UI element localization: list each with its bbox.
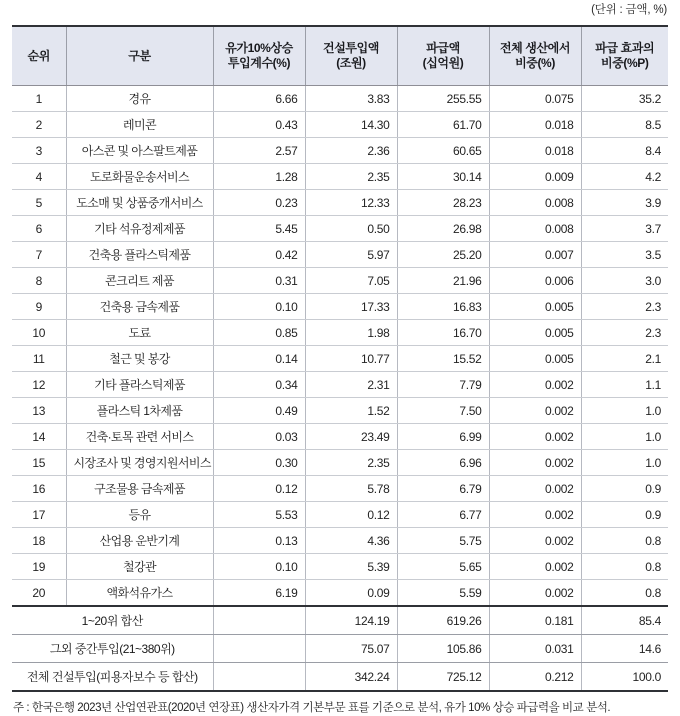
cell-weight: 3.7 <box>581 216 668 242</box>
cell-category: 도료 <box>66 320 213 346</box>
cell-rank: 3 <box>12 138 66 164</box>
cell-invest: 7.05 <box>305 268 397 294</box>
cell-coef: 0.13 <box>213 528 305 554</box>
table-body <box>12 86 668 692</box>
cell-weight: 35.2 <box>581 86 668 112</box>
summary-cell-coef <box>213 606 305 635</box>
table-row <box>12 476 668 502</box>
cell-share: 0.075 <box>489 86 581 112</box>
table-row <box>12 554 668 580</box>
cell-ripple: 7.50 <box>397 398 489 424</box>
cell-invest: 5.78 <box>305 476 397 502</box>
cell-ripple: 21.96 <box>397 268 489 294</box>
col-header-category-line1: 구분 <box>128 48 151 63</box>
cell-share: 0.005 <box>489 346 581 372</box>
cell-category: 건축·토목 관련 서비스 <box>66 424 213 450</box>
cell-coef: 0.30 <box>213 450 305 476</box>
cell-weight: 4.2 <box>581 164 668 190</box>
cell-coef: 0.49 <box>213 398 305 424</box>
cell-rank: 4 <box>12 164 66 190</box>
cell-category: 레미콘 <box>66 112 213 138</box>
cell-rank: 6 <box>12 216 66 242</box>
col-header-ripple-amount-line1: 파급액 <box>426 41 460 55</box>
cell-rank: 18 <box>12 528 66 554</box>
cell-coef: 0.14 <box>213 346 305 372</box>
table-row <box>12 164 668 190</box>
cell-rank: 20 <box>12 580 66 607</box>
cell-rank: 10 <box>12 320 66 346</box>
cell-ripple: 26.98 <box>397 216 489 242</box>
cell-share: 0.018 <box>489 112 581 138</box>
cell-share: 0.008 <box>489 190 581 216</box>
cell-coef: 0.85 <box>213 320 305 346</box>
cell-share: 0.007 <box>489 242 581 268</box>
cell-category: 구조물용 금속제품 <box>66 476 213 502</box>
cell-coef: 0.03 <box>213 424 305 450</box>
cell-rank: 16 <box>12 476 66 502</box>
cell-weight: 2.3 <box>581 294 668 320</box>
cell-coef: 0.31 <box>213 268 305 294</box>
unit-note: (단위 : 금액, %) <box>591 4 667 16</box>
cell-weight: 3.5 <box>581 242 668 268</box>
cell-invest: 2.31 <box>305 372 397 398</box>
col-header-ripple-weight <box>581 26 668 86</box>
cell-rank: 13 <box>12 398 66 424</box>
cell-ripple: 6.99 <box>397 424 489 450</box>
cell-share: 0.002 <box>489 450 581 476</box>
cell-rank: 8 <box>12 268 66 294</box>
cell-share: 0.009 <box>489 164 581 190</box>
cell-share: 0.002 <box>489 424 581 450</box>
table-row <box>12 424 668 450</box>
cell-ripple: 16.83 <box>397 294 489 320</box>
cell-invest: 23.49 <box>305 424 397 450</box>
col-header-coefficient-line2: 투입계수(%) <box>227 56 291 70</box>
cell-coef: 5.53 <box>213 502 305 528</box>
ripple-effect-table <box>12 25 668 692</box>
col-header-ripple-weight-line1: 파급 효과의 <box>595 41 655 55</box>
cell-weight: 3.9 <box>581 190 668 216</box>
cell-coef: 6.19 <box>213 580 305 607</box>
cell-share: 0.002 <box>489 554 581 580</box>
col-header-construction-input <box>305 26 397 86</box>
table-header <box>12 26 668 86</box>
cell-category: 철강관 <box>66 554 213 580</box>
cell-share: 0.002 <box>489 580 581 607</box>
cell-rank: 11 <box>12 346 66 372</box>
cell-weight: 1.0 <box>581 424 668 450</box>
summary-label: 전체 건설투입(피용자보수 등 합산) <box>12 663 213 692</box>
cell-share: 0.002 <box>489 502 581 528</box>
cell-share: 0.002 <box>489 398 581 424</box>
col-header-rank-line1: 순위 <box>27 48 50 63</box>
cell-invest: 4.36 <box>305 528 397 554</box>
table-row <box>12 268 668 294</box>
cell-rank: 14 <box>12 424 66 450</box>
cell-category: 도소매 및 상품중개서비스 <box>66 190 213 216</box>
cell-share: 0.005 <box>489 320 581 346</box>
cell-weight: 0.9 <box>581 502 668 528</box>
cell-category: 아스콘 및 아스팔트제품 <box>66 138 213 164</box>
cell-category: 철근 및 봉강 <box>66 346 213 372</box>
cell-category: 기타 석유정제제품 <box>66 216 213 242</box>
table-row <box>12 580 668 607</box>
cell-ripple: 61.70 <box>397 112 489 138</box>
table-row <box>12 320 668 346</box>
cell-category: 산업용 운반기계 <box>66 528 213 554</box>
col-header-ripple-amount <box>397 26 489 86</box>
header-row <box>12 26 668 86</box>
summary-label: 1~20위 합산 <box>12 606 213 635</box>
cell-coef: 5.45 <box>213 216 305 242</box>
cell-weight: 1.0 <box>581 398 668 424</box>
summary-label: 그외 중간투입(21~380위) <box>12 635 213 663</box>
cell-coef: 6.66 <box>213 86 305 112</box>
table-row <box>12 372 668 398</box>
cell-ripple: 7.79 <box>397 372 489 398</box>
table-row <box>12 502 668 528</box>
cell-invest: 0.12 <box>305 502 397 528</box>
cell-coef: 0.12 <box>213 476 305 502</box>
cell-rank: 2 <box>12 112 66 138</box>
cell-weight: 0.9 <box>581 476 668 502</box>
cell-rank: 15 <box>12 450 66 476</box>
cell-coef: 1.28 <box>213 164 305 190</box>
cell-coef: 0.43 <box>213 112 305 138</box>
cell-rank: 1 <box>12 86 66 112</box>
col-header-ripple-weight-line2: 비중(%P) <box>601 56 649 70</box>
cell-invest: 2.36 <box>305 138 397 164</box>
cell-weight: 0.8 <box>581 528 668 554</box>
cell-invest: 12.33 <box>305 190 397 216</box>
summary-cell-invest: 342.24 <box>305 663 397 692</box>
summary-cell-weight: 85.4 <box>581 606 668 635</box>
cell-invest: 5.97 <box>305 242 397 268</box>
cell-share: 0.018 <box>489 138 581 164</box>
cell-invest: 10.77 <box>305 346 397 372</box>
summary-cell-ripple: 105.86 <box>397 635 489 663</box>
table-row <box>12 528 668 554</box>
cell-category: 액화석유가스 <box>66 580 213 607</box>
cell-weight: 3.0 <box>581 268 668 294</box>
summary-cell-share: 0.212 <box>489 663 581 692</box>
cell-weight: 1.0 <box>581 450 668 476</box>
cell-ripple: 30.14 <box>397 164 489 190</box>
cell-category: 시장조사 및 경영지원서비스 <box>66 450 213 476</box>
cell-invest: 2.35 <box>305 450 397 476</box>
col-header-coefficient <box>213 26 305 86</box>
summary-cell-weight: 100.0 <box>581 663 668 692</box>
cell-rank: 19 <box>12 554 66 580</box>
cell-rank: 12 <box>12 372 66 398</box>
cell-invest: 1.52 <box>305 398 397 424</box>
summary-row <box>12 635 668 663</box>
cell-category: 도로화물운송서비스 <box>66 164 213 190</box>
cell-coef: 0.10 <box>213 554 305 580</box>
cell-rank: 17 <box>12 502 66 528</box>
cell-weight: 2.1 <box>581 346 668 372</box>
cell-rank: 5 <box>12 190 66 216</box>
cell-share: 0.002 <box>489 528 581 554</box>
table-row <box>12 294 668 320</box>
table-footnote: 주 : 한국은행 2023년 산업연관표(2020년 연장표) 생산자가격 기본부문 표를 기준으로 분석, 유가 10% 상승 파급력을 비교 분석. <box>13 702 611 714</box>
cell-invest: 3.83 <box>305 86 397 112</box>
cell-coef: 0.10 <box>213 294 305 320</box>
cell-ripple: 5.75 <box>397 528 489 554</box>
cell-category: 콘크리트 제품 <box>66 268 213 294</box>
summary-cell-coef <box>213 663 305 692</box>
cell-share: 0.005 <box>489 294 581 320</box>
cell-category: 경유 <box>66 86 213 112</box>
table-row <box>12 86 668 112</box>
summary-cell-ripple: 619.26 <box>397 606 489 635</box>
table-row <box>12 112 668 138</box>
table-row <box>12 242 668 268</box>
cell-ripple: 5.59 <box>397 580 489 607</box>
cell-share: 0.008 <box>489 216 581 242</box>
cell-weight: 1.1 <box>581 372 668 398</box>
cell-coef: 2.57 <box>213 138 305 164</box>
table-row <box>12 190 668 216</box>
cell-rank: 9 <box>12 294 66 320</box>
cell-coef: 0.34 <box>213 372 305 398</box>
table-row <box>12 450 668 476</box>
cell-invest: 14.30 <box>305 112 397 138</box>
cell-ripple: 60.65 <box>397 138 489 164</box>
col-header-ripple-amount-line2: (십억원) <box>422 56 464 70</box>
table-row <box>12 346 668 372</box>
summary-cell-coef <box>213 635 305 663</box>
summary-cell-weight: 14.6 <box>581 635 668 663</box>
cell-ripple: 28.23 <box>397 190 489 216</box>
cell-share: 0.006 <box>489 268 581 294</box>
cell-coef: 0.23 <box>213 190 305 216</box>
cell-invest: 17.33 <box>305 294 397 320</box>
col-header-total-production-share <box>489 26 581 86</box>
cell-invest: 1.98 <box>305 320 397 346</box>
cell-ripple: 6.77 <box>397 502 489 528</box>
cell-category: 기타 플라스틱제품 <box>66 372 213 398</box>
summary-cell-share: 0.181 <box>489 606 581 635</box>
summary-cell-share: 0.031 <box>489 635 581 663</box>
cell-ripple: 25.20 <box>397 242 489 268</box>
cell-weight: 0.8 <box>581 554 668 580</box>
cell-ripple: 6.79 <box>397 476 489 502</box>
cell-weight: 0.8 <box>581 580 668 607</box>
cell-weight: 2.3 <box>581 320 668 346</box>
cell-coef: 0.42 <box>213 242 305 268</box>
cell-rank: 7 <box>12 242 66 268</box>
col-header-category <box>66 26 213 86</box>
cell-share: 0.002 <box>489 372 581 398</box>
summary-cell-invest: 75.07 <box>305 635 397 663</box>
table-row <box>12 138 668 164</box>
col-header-construction-input-line1: 건설투입액 <box>323 41 379 55</box>
cell-ripple: 16.70 <box>397 320 489 346</box>
col-header-total-production-share-line2: 비중(%) <box>515 56 555 70</box>
col-header-total-production-share-line1: 전체 생산에서 <box>499 41 571 55</box>
cell-ripple: 255.55 <box>397 86 489 112</box>
cell-category: 건축용 플라스틱제품 <box>66 242 213 268</box>
cell-ripple: 6.96 <box>397 450 489 476</box>
cell-weight: 8.5 <box>581 112 668 138</box>
table-row <box>12 398 668 424</box>
cell-ripple: 15.52 <box>397 346 489 372</box>
summary-row <box>12 663 668 692</box>
cell-invest: 2.35 <box>305 164 397 190</box>
summary-cell-invest: 124.19 <box>305 606 397 635</box>
table-row <box>12 216 668 242</box>
cell-category: 등유 <box>66 502 213 528</box>
cell-ripple: 5.65 <box>397 554 489 580</box>
summary-row <box>12 606 668 635</box>
col-header-coefficient-line1: 유가10%상승 <box>225 41 293 55</box>
cell-weight: 8.4 <box>581 138 668 164</box>
summary-cell-ripple: 725.12 <box>397 663 489 692</box>
col-header-rank <box>12 26 66 86</box>
cell-invest: 5.39 <box>305 554 397 580</box>
cell-share: 0.002 <box>489 476 581 502</box>
cell-category: 건축용 금속제품 <box>66 294 213 320</box>
cell-category: 플라스틱 1차제품 <box>66 398 213 424</box>
cell-invest: 0.50 <box>305 216 397 242</box>
col-header-construction-input-line2: (조원) <box>336 56 366 70</box>
cell-invest: 0.09 <box>305 580 397 607</box>
